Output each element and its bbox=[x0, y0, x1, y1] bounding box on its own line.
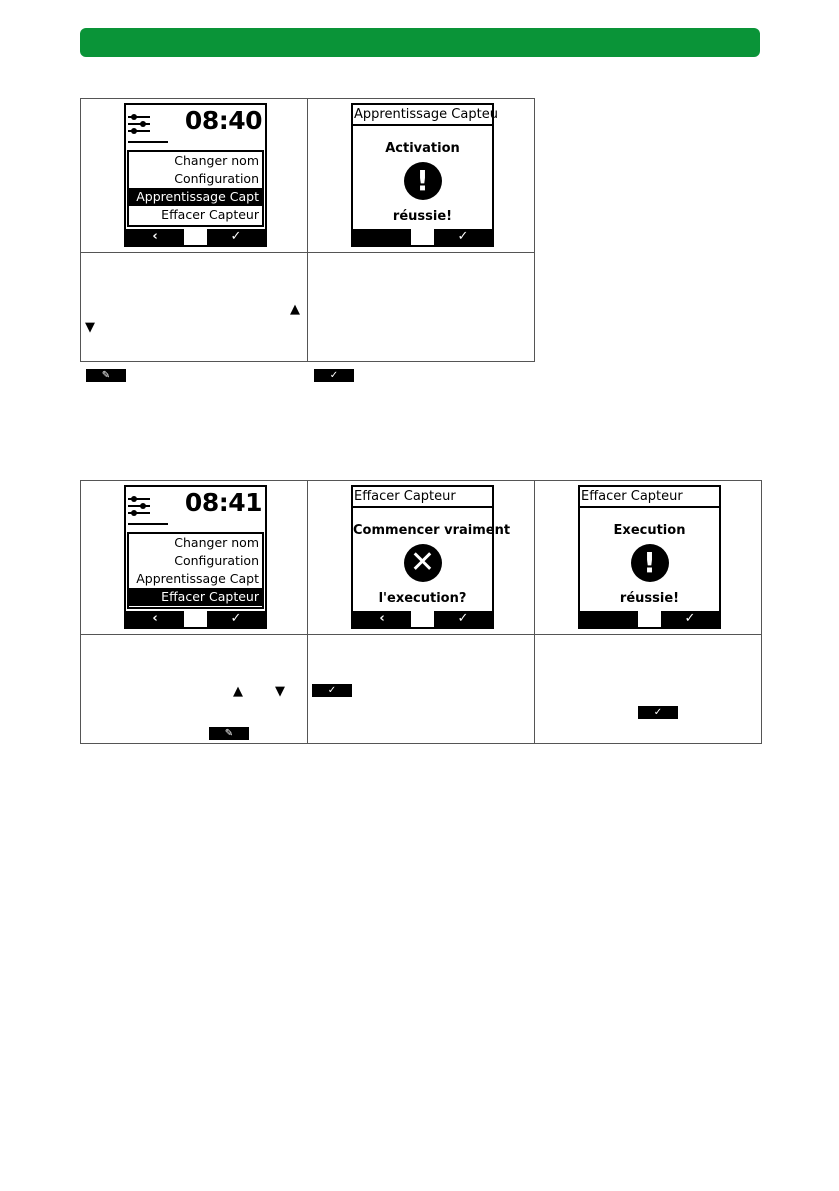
arrow-up-icon: ▲ bbox=[290, 302, 300, 317]
checkmark-icon: ✓ bbox=[457, 229, 469, 244]
blank-softkey[interactable] bbox=[580, 611, 638, 627]
chevron-left-icon: ‹ bbox=[152, 229, 158, 244]
ok-key-icon: ✓ bbox=[638, 706, 678, 719]
menu-item-learn-sensor[interactable]: Apprentissage Capt bbox=[136, 571, 259, 586]
delete-step3-image bbox=[535, 481, 762, 635]
ok-softkey[interactable] bbox=[207, 611, 265, 627]
exclamation-icon: ! bbox=[631, 544, 669, 582]
menu-item-configuration[interactable]: Configuration bbox=[174, 553, 259, 568]
section-header-bar bbox=[80, 28, 760, 57]
device-menu-screen bbox=[124, 485, 267, 629]
menu-item-rename[interactable]: Changer nom bbox=[174, 535, 259, 550]
blank-softkey[interactable] bbox=[353, 229, 411, 245]
clock-time: 08:41 bbox=[184, 488, 262, 517]
delete-step2-image bbox=[308, 481, 535, 635]
screen-title: Effacer Capteur bbox=[353, 487, 492, 508]
context-menu bbox=[127, 532, 264, 609]
screen-message-bottom: l'execution? bbox=[378, 591, 467, 606]
ok-softkey[interactable] bbox=[661, 611, 719, 627]
back-softkey[interactable] bbox=[126, 229, 184, 245]
device-result-screen bbox=[351, 103, 498, 247]
delete-step1-caption bbox=[81, 635, 308, 744]
chevron-left-icon: ‹ bbox=[152, 611, 158, 626]
device-result-screen bbox=[578, 485, 721, 629]
learn-step1-image bbox=[81, 99, 308, 253]
menu-item-delete-sensor[interactable]: Effacer Capteur bbox=[129, 588, 262, 606]
device-confirm-screen bbox=[351, 485, 511, 629]
delete-step1-image bbox=[81, 481, 308, 635]
x-circle-icon: ✕ bbox=[404, 544, 442, 582]
checkmark-icon: ✓ bbox=[230, 611, 242, 626]
exclamation-icon: ! bbox=[404, 162, 442, 200]
arrow-down-icon: ▼ bbox=[275, 684, 285, 699]
screen-message-top: Commencer vraiment bbox=[353, 523, 511, 538]
clock-time: 08:40 bbox=[184, 106, 262, 135]
edit-key-icon: ✎ bbox=[209, 727, 249, 740]
screen-message-top: Activation bbox=[385, 141, 460, 156]
settings-sliders-icon bbox=[128, 495, 150, 515]
settings-sliders-icon bbox=[128, 113, 150, 133]
ok-key-icon: ✓ bbox=[314, 369, 354, 382]
ok-key-icon: ✓ bbox=[312, 684, 352, 697]
edit-key-icon: ✎ bbox=[86, 369, 126, 382]
device-menu-screen bbox=[124, 103, 267, 247]
screen-message-top: Execution bbox=[613, 523, 686, 538]
chevron-left-icon: ‹ bbox=[379, 611, 385, 626]
ok-softkey[interactable] bbox=[207, 229, 265, 245]
ok-softkey[interactable] bbox=[434, 611, 492, 627]
context-menu bbox=[127, 150, 264, 227]
screen-message-bottom: réussie! bbox=[619, 591, 680, 606]
checkmark-icon: ✓ bbox=[230, 229, 242, 244]
checkmark-icon: ✓ bbox=[684, 611, 696, 626]
screen-title: Effacer Capteur bbox=[580, 487, 719, 508]
back-softkey[interactable] bbox=[353, 611, 411, 627]
learn-step1-caption bbox=[81, 253, 308, 381]
menu-item-configuration[interactable]: Configuration bbox=[174, 171, 259, 186]
checkmark-icon: ✓ bbox=[457, 611, 469, 626]
back-softkey[interactable] bbox=[126, 611, 184, 627]
learn-step2-caption bbox=[308, 253, 535, 381]
learn-steps-table bbox=[80, 98, 535, 381]
delete-step3-caption bbox=[535, 635, 762, 744]
learn-step2-image bbox=[308, 99, 535, 253]
screen-title: Apprentissage Capteu bbox=[353, 105, 492, 126]
menu-item-rename[interactable]: Changer nom bbox=[174, 153, 259, 168]
arrow-down-icon: ▼ bbox=[85, 320, 95, 335]
arrow-up-icon: ▲ bbox=[233, 684, 243, 699]
screen-message-bottom: réussie! bbox=[392, 209, 453, 224]
delete-steps-table bbox=[80, 480, 762, 744]
menu-item-learn-sensor[interactable]: Apprentissage Capt bbox=[129, 188, 262, 206]
menu-item-delete-sensor[interactable]: Effacer Capteur bbox=[161, 207, 259, 222]
ok-softkey[interactable] bbox=[434, 229, 492, 245]
delete-step2-caption bbox=[308, 635, 535, 744]
